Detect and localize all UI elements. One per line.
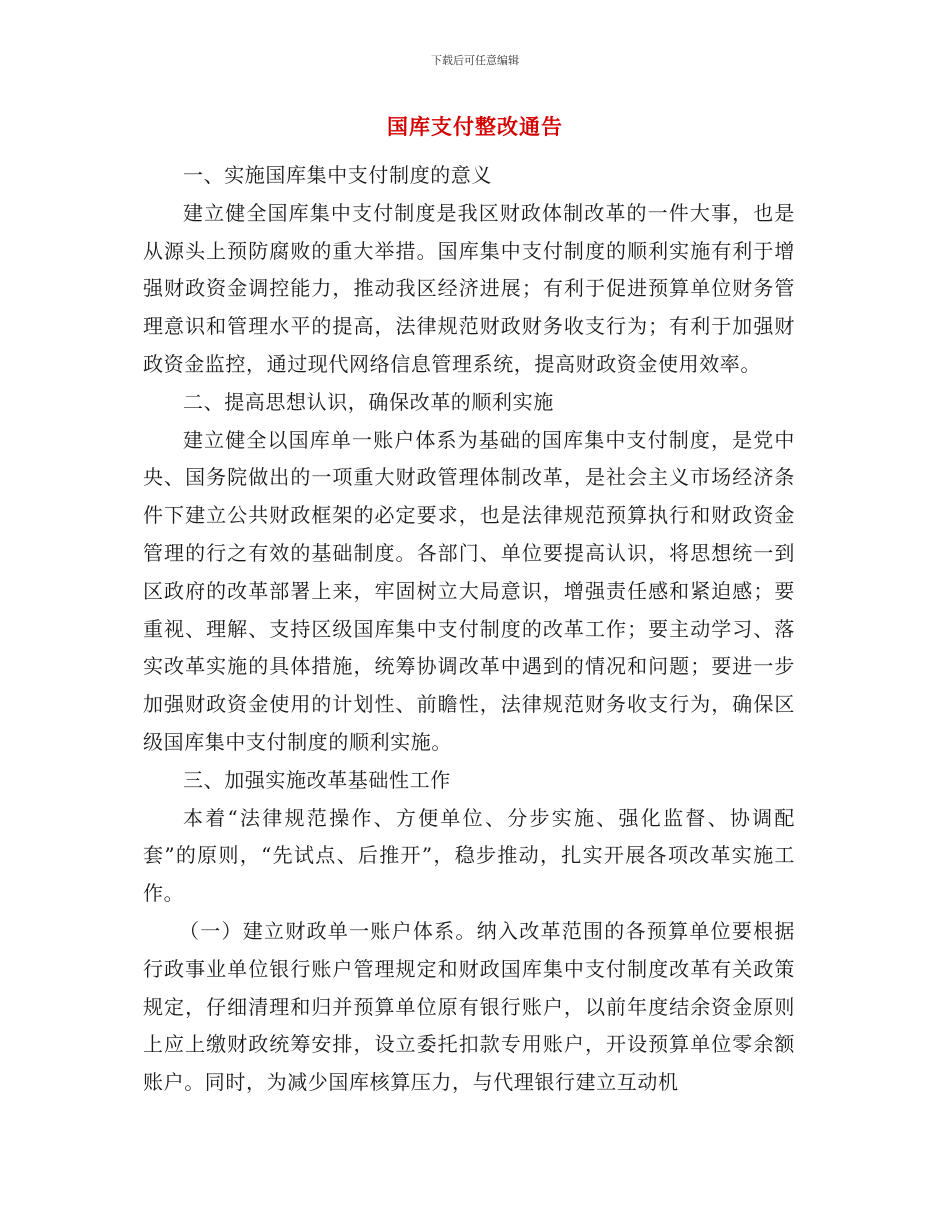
document-body [143,157,795,1102]
document-title: 国库支付整改通告 [387,114,563,139]
page-header-note: 下载后可任意编辑 [431,54,519,67]
body-paragraph-3: 本着“法律规范操作、方便单位、分步实施、强化监督、协调配套”的原则，“先试点、后推开”，稳步推动，扎实开展各项改革实施工作。 [143,805,795,906]
subsection-paragraph-1: （一）建立财政单一账户体系。纳入改革范围的各预算单位要根据行政事业单位银行账户管理规定和财政国库集中支付制度改革有关政策规定，仔细清理和归并预算单位原有银行账户，以前年度结余资金原则上应上缴财政统筹安排，设立委托扣款专用账户，开设预算单位零余额账户。同时，为减少国库核算压力，与代理银行建立互动机 [143,918,795,1095]
section-heading-3: 三、加强实施改革基础性工作 [183,767,451,792]
body-paragraph-2: 建立健全以国库单一账户体系为基础的国库集中支付制度，是党中央、国务院做出的一项重大财政管理体制改革，是社会主义市场经济条件下建立公共财政框架的必定要求，也是法律规范预算执行和财政资金管理的行之有效的基础制度。各部门、单位要提高认识，将思想统一到区政府的改革部署上来，牢固树立大局意识，增强责任感和紧迫感；要重视、理解、支持区级国库集中支付制度的改革工作；要主动学习、落实改革实施的具体措施，统筹协调改革中遇到的情况和问题；要进一步加强财政资金使用的计划性、前瞻性，法律规范财务收支行为，确保区级国库集中支付制度的顺利实施。 [143,427,795,754]
section-heading-1: 一、实施国库集中支付制度的意义 [183,163,492,187]
body-paragraph-1: 建立健全国库集中支付制度是我区财政体制改革的一件大事，也是从源头上预防腐败的重大举措。国库集中支付制度的顺利实施有利于增强财政资金调控能力，推动我区经济进展；有利于促进预算单位财务管理意识和管理水平的提高，法律规范财政财务收支行为；有利于加强财政资金监控，通过现代网络信息管理系统，提高财政资金使用效率。 [143,200,795,376]
section-heading-2: 二、提高思想认识，确保改革的顺利实施 [183,389,554,414]
